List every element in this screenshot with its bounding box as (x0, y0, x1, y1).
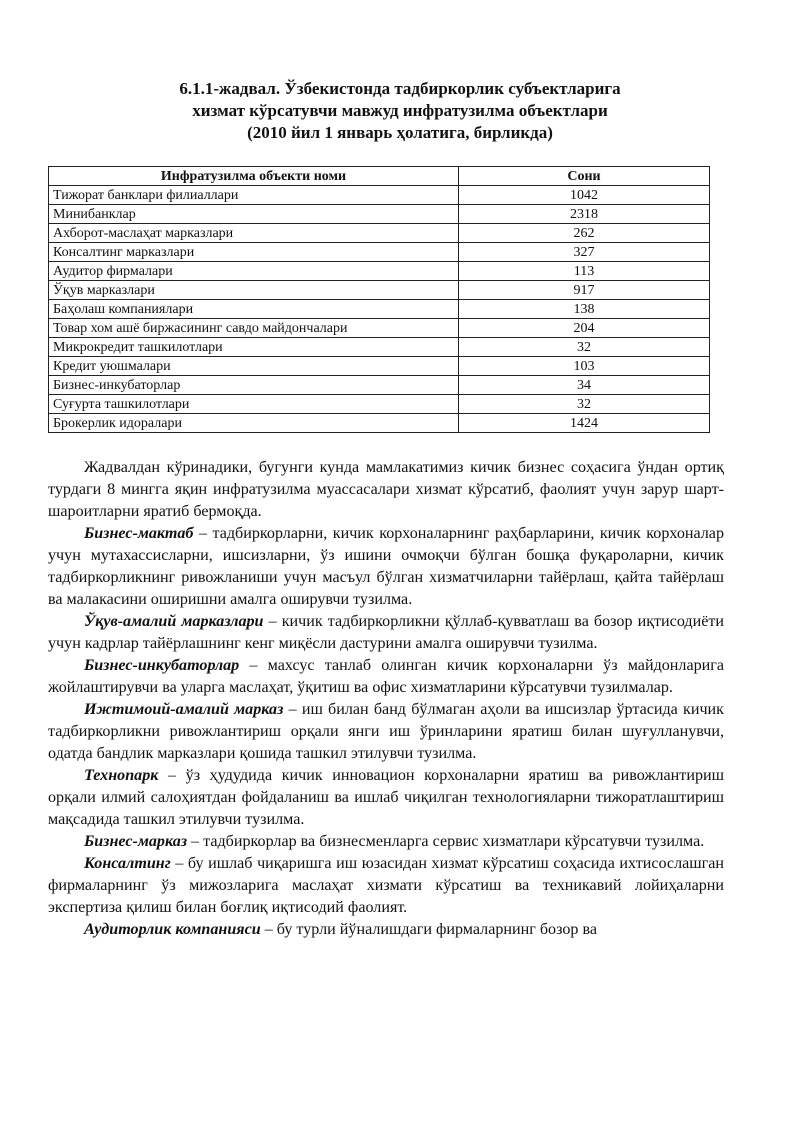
row-count: 204 (459, 319, 710, 338)
table-row (49, 186, 710, 205)
term-heading: Технопарк (84, 767, 159, 784)
table-row (49, 395, 710, 414)
term-heading: Аудиторлик компанияси (84, 921, 261, 938)
infrastructure-table (48, 166, 710, 433)
row-name: Консалтинг марказлари (49, 243, 459, 262)
body-text (48, 457, 724, 941)
paragraph (48, 699, 724, 765)
table-body (49, 186, 710, 433)
paragraph-text: – бу ишлаб чиқаришга иш юзасидан хизмат кўрсатиш соҳасида ихтисослашган фирмаларнинг ўз мижозларига маслаҳат хизмати кўрсатиш ва техникавий лойиҳаларни экспертиза қилиш билан боғлиқ иқтисодий фаолият. (48, 855, 724, 916)
table-row (49, 376, 710, 395)
table-row (49, 414, 710, 433)
row-name: Тижорат банклари филиаллари (49, 186, 459, 205)
paragraph-text: – кичик тадбиркорликни қўллаб-қувватлаш ва бозор иқтисодиёти учун кадрлар тайёрлашнинг кенг миқёсли дастурини амалга оширувчи тузилма. (48, 613, 724, 652)
paragraph (48, 853, 724, 919)
paragraph (48, 611, 724, 655)
row-count: 103 (459, 357, 710, 376)
caption-line-3: (2010 йил 1 январь ҳолатига, бирликда) (247, 123, 553, 142)
row-count: 113 (459, 262, 710, 281)
row-count: 327 (459, 243, 710, 262)
header-count: Сони (459, 167, 710, 186)
term-heading: Ўқув-амалий марказлари (84, 613, 264, 630)
row-name: Микрокредит ташкилотлари (49, 338, 459, 357)
table-row (49, 262, 710, 281)
row-name: Баҳолаш компаниялари (49, 300, 459, 319)
paragraph (48, 655, 724, 699)
paragraph-text: – тадбиркорларни, кичик корхоналарнинг раҳбарларини, кичик корхоналар учун мутахассисларни, ишсизларни, ўз ишини очмоқчи бўлган бошқа фуқароларни, кичик тадбиркорликнинг ривожланиши учун масъул бўлган хизматчиларни тайёрлаш, қайта тайёрлаш ва малакасини ошиpишни амалга оширувчи тузилма. (48, 525, 724, 608)
table-row (49, 300, 710, 319)
row-name: Бизнес-инкубаторлар (49, 376, 459, 395)
paragraph (48, 831, 724, 853)
term-heading: Бизнес-марказ (84, 833, 188, 850)
row-name: Кредит уюшмалари (49, 357, 459, 376)
table-row (49, 357, 710, 376)
table-header-row (49, 167, 710, 186)
row-name: Аудитор фирмалари (49, 262, 459, 281)
paragraph-text: – ўз ҳудудида кичик инновацион корхоналарни яратиш ва ривожлантириш орқали илмий салоҳиятдан фойдаланиш ва ишлаб чиқилган технологияларни тижоратлаштириш мақсадида ташкил этилувчи тузилма. (48, 767, 724, 828)
term-heading: Консалтинг (84, 855, 171, 872)
paragraph (48, 457, 724, 523)
row-count: 2318 (459, 205, 710, 224)
caption-line-2: хизмат кўрсатувчи мавжуд инфратузилма объектлари (192, 101, 608, 120)
header-name: Инфратузилма объекти номи (49, 167, 459, 186)
paragraph-text: Жадвалдан кўринадики, бугунги кунда мамлакатимиз кичик бизнес соҳасига ўндан ортиқ турдаги 8 мингга яқин инфратузилма муассасалари хизмат кўрсатиб, фаолият учун зарур шарт-шароитларни яратиб бермоқда. (48, 459, 724, 520)
paragraph (48, 523, 724, 611)
paragraph (48, 765, 724, 831)
row-name: Товар хом ашё биржасининг савдо майдончалари (49, 319, 459, 338)
term-heading: Ижтимоий-амалий марказ (84, 701, 284, 718)
term-heading: Бизнес-мактаб (84, 525, 194, 542)
row-count: 34 (459, 376, 710, 395)
row-count: 262 (459, 224, 710, 243)
table-row (49, 243, 710, 262)
row-name: Брокерлик идоралари (49, 414, 459, 433)
table-row (49, 205, 710, 224)
table-row (49, 281, 710, 300)
paragraph-text: – тадбиркорлар ва бизнесменларга сервис хизматлари кўрсатувчи тузилма. (187, 833, 705, 850)
row-name: Ўқув марказлари (49, 281, 459, 300)
paragraph-text: – иш билан банд бўлмаган аҳоли ва ишсизлар ўртасида кичик тадбиркорликни ривожлантириш орқали янги иш ўринларини яратиш билан шуғулланувчи, одатда бандлик марказлари қошида ташкил этилувчи тузилма. (48, 701, 724, 762)
term-heading: Бизнес-инкубаторлар (84, 657, 240, 674)
row-name: Минибанклар (49, 205, 459, 224)
paragraph-text: – бу турли йўналишдаги фирмаларнинг бозор ва (260, 921, 597, 938)
paragraph-text: – махсус танлаб олинган кичик корхоналарни ўз майдонларига жойлаштирувчи ва уларга маслаҳат, ўқитиш ва офис хизматларини кўрсатувчи тузилмалар. (48, 657, 724, 696)
row-count: 32 (459, 338, 710, 357)
table-caption (40, 78, 760, 144)
table-row (49, 224, 710, 243)
table-row (49, 338, 710, 357)
paragraph (48, 919, 724, 941)
caption-line-1: 6.1.1-жадвал. Ўзбекистонда тадбиркорлик субъектларига (179, 79, 621, 98)
row-name: Суғурта ташкилотлари (49, 395, 459, 414)
row-count: 138 (459, 300, 710, 319)
row-count: 32 (459, 395, 710, 414)
row-count: 1424 (459, 414, 710, 433)
table-row (49, 319, 710, 338)
row-name: Ахборот-маслаҳат марказлари (49, 224, 459, 243)
row-count: 1042 (459, 186, 710, 205)
row-count: 917 (459, 281, 710, 300)
